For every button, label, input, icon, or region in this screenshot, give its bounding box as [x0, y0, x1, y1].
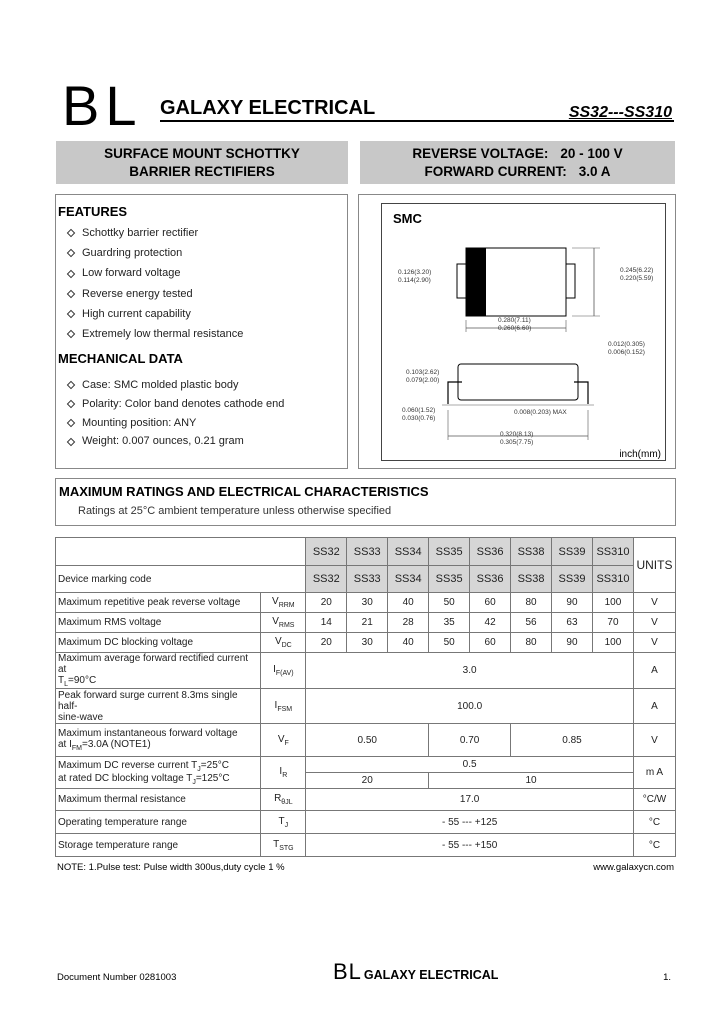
product-title-line1: SURFACE MOUNT SCHOTTKY	[104, 145, 300, 161]
table-cell: 0.70	[429, 724, 511, 757]
unit-cell: V	[633, 633, 675, 653]
marking-code: SS39	[552, 566, 593, 593]
part-header: SS36	[470, 538, 511, 566]
part-header: SS38	[511, 538, 552, 566]
param-label: Maximum instantaneous forward voltage at $I_{FM}=3.0A$ (NOTE1)	[56, 724, 261, 757]
package-outline-drawing	[382, 204, 667, 462]
table-cell: 90	[552, 633, 593, 653]
company-logo: BL	[62, 74, 143, 137]
unit-cell: °C	[633, 811, 675, 834]
bullet-diamond-icon	[67, 229, 75, 237]
forward-current-label: FORWARD CURRENT:	[424, 163, 567, 179]
param-label: Storage temperature range	[56, 834, 261, 857]
table-row	[56, 834, 676, 857]
table-cell: 21	[347, 613, 388, 633]
dim-label: 0.030(0.76)	[402, 415, 436, 422]
package-drawing-panel	[358, 194, 676, 469]
table-cell: 3.0	[306, 653, 634, 689]
part-number-range: SS32---SS310	[568, 104, 672, 121]
table-cell: - 55 --- +150	[306, 834, 634, 857]
param-label: Maximum average forward rectified current at $T_L=90^\circ C$	[56, 653, 261, 689]
bullet-diamond-icon	[67, 381, 75, 389]
dim-label: 0.008(0.203) MAX	[514, 409, 567, 416]
part-header: SS32	[306, 538, 347, 566]
marking-label: Device marking code	[56, 566, 306, 593]
param-symbol: $I_{FSM}$	[261, 689, 306, 724]
package-name: SMC	[393, 211, 422, 226]
table-cell: 90	[552, 593, 593, 613]
part-header: SS39	[552, 538, 593, 566]
bullet-diamond-icon	[67, 438, 75, 446]
param-symbol: $V_F$	[261, 724, 306, 757]
company-name: GALAXY ELECTRICAL	[160, 97, 376, 119]
table-cell: 35	[429, 613, 470, 633]
terminal-left	[457, 264, 466, 298]
marking-code: SS33	[347, 566, 388, 593]
table-row	[56, 811, 676, 834]
param-symbol: $I_R$	[261, 757, 306, 789]
dim-label: 0.320(8.13)	[500, 431, 534, 438]
table-cell: 70	[592, 613, 633, 633]
unit-cell: A	[633, 653, 675, 689]
unit-cell: A	[633, 689, 675, 724]
forward-current-value: 3.0 A	[578, 163, 611, 179]
features-list	[66, 223, 243, 344]
units-header: UNITS	[633, 538, 675, 593]
table-cell: 56	[511, 613, 552, 633]
units-label: inch(mm)	[619, 449, 661, 460]
ratings-header-box	[55, 478, 676, 526]
package-body-side-view	[458, 364, 578, 400]
features-panel	[55, 194, 348, 469]
table-cell: 63	[552, 613, 593, 633]
table-row	[56, 593, 676, 613]
dim-label: 0.280(7.11)	[498, 317, 531, 324]
product-title-line2: BARRIER RECTIFIERS	[129, 163, 275, 179]
table-cell: 0.5	[306, 757, 634, 773]
list-item: Polarity: Color band denotes cathode end	[66, 395, 284, 414]
table-row	[56, 566, 676, 593]
table-cell: 80	[511, 593, 552, 613]
table-cell: 20	[306, 633, 347, 653]
table-row	[56, 789, 676, 811]
table-cell: 50	[429, 633, 470, 653]
table-cell: 0.85	[511, 724, 634, 757]
footer-company-name: GALAXY ELECTRICAL	[363, 968, 499, 982]
param-label: Maximum RMS voltage	[56, 613, 261, 633]
table-row	[56, 538, 676, 566]
unit-cell: V	[633, 593, 675, 613]
part-header: SS35	[429, 538, 470, 566]
table-cell: 28	[388, 613, 429, 633]
table-cell: 40	[388, 593, 429, 613]
product-title-box	[56, 141, 348, 184]
bullet-diamond-icon	[67, 400, 75, 408]
bullet-diamond-icon	[67, 419, 75, 427]
ratings-note: Ratings at 25°C ambient temperature unless otherwise specified	[78, 505, 392, 517]
terminal-right	[566, 264, 575, 298]
document-number: Document Number 0281003	[57, 972, 177, 983]
table-cell: 30	[347, 633, 388, 653]
dim-label: 0.220(5.59)	[620, 275, 654, 282]
package-drawing-frame	[381, 203, 666, 461]
forward-current-row	[424, 163, 610, 181]
dim-label: 0.006(0.152)	[608, 349, 645, 356]
mechanical-data-list	[66, 376, 284, 451]
website-url: www.galaxycn.com	[593, 862, 674, 873]
cathode-band	[466, 248, 486, 316]
marking-code: SS310	[592, 566, 633, 593]
unit-cell: V	[633, 724, 675, 757]
marking-code: SS36	[470, 566, 511, 593]
list-item: Reverse energy tested	[66, 284, 243, 304]
dim-label: 0.260(6.60)	[498, 325, 532, 332]
part-header: SS310	[592, 538, 633, 566]
list-item: Guardring protection	[66, 243, 243, 263]
reverse-voltage-label: REVERSE VOLTAGE:	[412, 145, 549, 161]
table-row	[56, 724, 676, 757]
table-cell: 0.50	[306, 724, 429, 757]
list-item: Low forward voltage	[66, 263, 243, 283]
table-cell: 100.0	[306, 689, 634, 724]
table-row	[56, 757, 676, 773]
param-label: Maximum repetitive peak reverse voltage	[56, 593, 261, 613]
bullet-diamond-icon	[67, 289, 75, 297]
table-cell: - 55 --- +125	[306, 811, 634, 834]
table-cell: 30	[347, 593, 388, 613]
unit-cell: V	[633, 613, 675, 633]
features-title: FEATURES	[58, 204, 128, 219]
part-header: SS34	[388, 538, 429, 566]
dim-label: 0.103(2.62)	[406, 369, 440, 376]
marking-code: SS35	[429, 566, 470, 593]
dim-label: 0.114(2.90)	[398, 277, 431, 284]
dim-label: 0.126(3.20)	[398, 269, 432, 276]
dim-label: 0.012(0.305)	[608, 341, 645, 348]
bullet-diamond-icon	[67, 269, 75, 277]
table-cell: 20	[306, 773, 429, 789]
ratings-summary-box	[360, 141, 675, 184]
param-symbol: $R_{\theta JL}$	[261, 789, 306, 811]
marking-code: SS32	[306, 566, 347, 593]
param-symbol: $T_{STG}$	[261, 834, 306, 857]
page-number: 1.	[663, 972, 671, 983]
param-symbol: $V_{RMS}$	[261, 613, 306, 633]
marking-code: SS34	[388, 566, 429, 593]
table-row	[56, 613, 676, 633]
bullet-diamond-icon	[67, 310, 75, 318]
table-cell: 60	[470, 593, 511, 613]
footer-logo-mark: BL	[333, 959, 362, 984]
list-item: Schottky barrier rectifier	[66, 223, 243, 243]
param-label: Maximum thermal resistance	[56, 789, 261, 811]
bullet-diamond-icon	[67, 330, 75, 338]
dim-label: 0.079(2.00)	[406, 377, 440, 384]
table-cell: 80	[511, 633, 552, 653]
table-row	[56, 653, 676, 689]
table-row	[56, 689, 676, 724]
table-cell: 17.0	[306, 789, 634, 811]
param-symbol: $V_{RRM}$	[261, 593, 306, 613]
marking-code: SS38	[511, 566, 552, 593]
table-cell: 14	[306, 613, 347, 633]
characteristics-table	[55, 537, 676, 857]
param-symbol: $I_{F(AV)}$	[261, 653, 306, 689]
unit-cell: m A	[633, 757, 675, 789]
table-cell: 50	[429, 593, 470, 613]
footer-logo	[333, 959, 498, 985]
param-label: Maximum DC reverse current $T_J=25^\circ C$ at rated DC blocking voltage $T_J=125^\circ C$	[56, 757, 261, 789]
dim-label: 0.305(7.75)	[500, 439, 534, 446]
reverse-voltage-value: 20 - 100 V	[560, 145, 623, 161]
footnote: NOTE: 1.Pulse test: Pulse width 300us,duty cycle 1 %	[57, 862, 285, 873]
part-header: SS33	[347, 538, 388, 566]
table-cell: 42	[470, 613, 511, 633]
unit-cell: °C/W	[633, 789, 675, 811]
list-item: High current capability	[66, 304, 243, 324]
dim-label: 0.245(6.22)	[620, 267, 654, 274]
list-item: Weight: 0.007 ounces, 0.21 gram	[66, 432, 284, 451]
param-label: Peak forward surge current 8.3ms single half- sine-wave	[56, 689, 261, 724]
table-cell: 60	[470, 633, 511, 653]
table-cell: 40	[388, 633, 429, 653]
ratings-title: MAXIMUM RATINGS AND ELECTRICAL CHARACTERISTICS	[59, 484, 429, 499]
table-cell: 100	[592, 633, 633, 653]
list-item: Extremely low thermal resistance	[66, 324, 243, 344]
bullet-diamond-icon	[67, 249, 75, 257]
list-item: Mounting position: ANY	[66, 414, 284, 433]
table-cell: 10	[429, 773, 634, 789]
param-label: Operating temperature range	[56, 811, 261, 834]
list-item: Case: SMC molded plastic body	[66, 376, 284, 395]
param-symbol: $T_J$	[261, 811, 306, 834]
dim-label: 0.060(1.52)	[402, 407, 436, 414]
unit-cell: °C	[633, 834, 675, 857]
table-row	[56, 633, 676, 653]
table-cell: 20	[306, 593, 347, 613]
table-cell: 100	[592, 593, 633, 613]
param-label: Maximum DC blocking voltage	[56, 633, 261, 653]
param-symbol: $V_{DC}$	[261, 633, 306, 653]
reverse-voltage-row	[412, 145, 622, 163]
mechanical-data-title: MECHANICAL DATA	[58, 351, 183, 366]
